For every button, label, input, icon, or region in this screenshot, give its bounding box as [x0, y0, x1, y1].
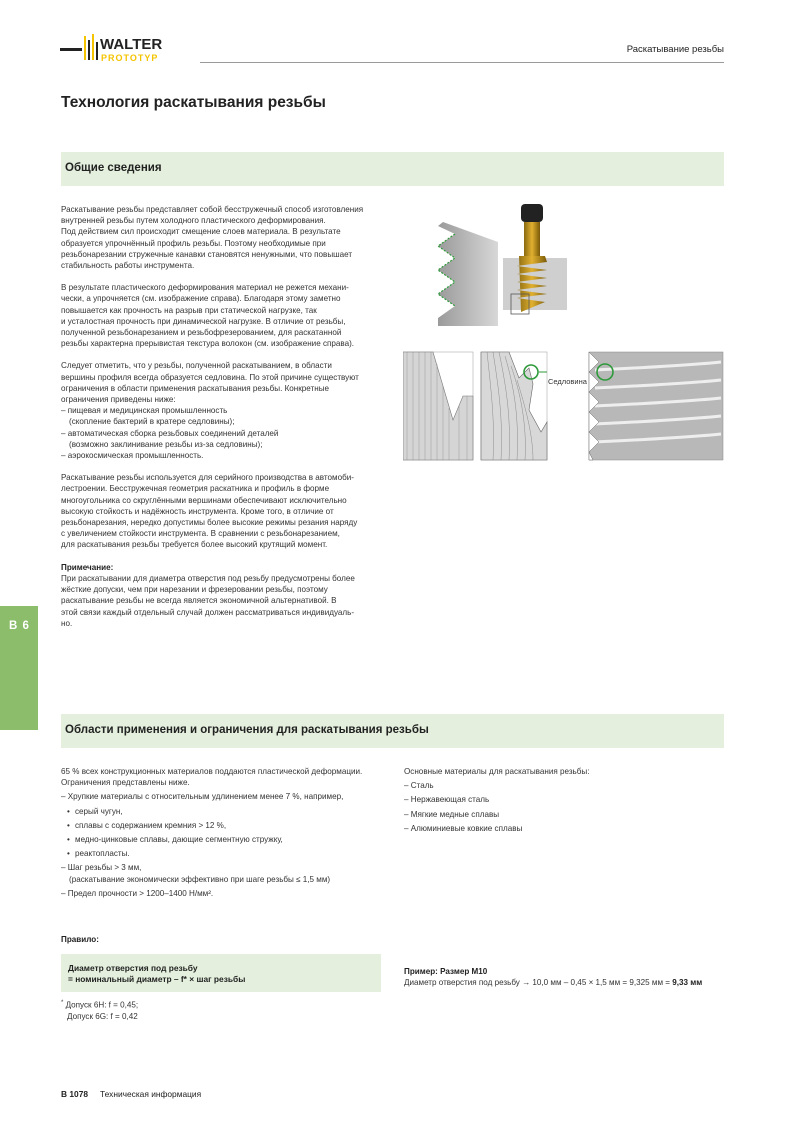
general-paragraph-4: Раскатывание резьбы используется для серийного производства в автомоби- лестроении. Бесстружечная геометрия раскатника и профиль в форме многоугольника со скруглёнными вершинами обеспечивают исключительно высокую стойкость и надёжность инструмента. Кроме того, в отличие от резьбонарезания, нередко допустимы более высокие режимы резания наряду с увеличением стойкости инструмента. В сравнении с резьбонарезанием, для раскатывания резьбы требуется более высокий крутящий момент. — [61, 473, 358, 550]
list-item: – автоматическая сборка резьбовых соединений деталей (возможно заклинивание резьбы из-за седловины); — [61, 428, 279, 449]
note-text: При раскатывании для диаметра отверстия под резьбу предусмотрены более жёсткие допуски, чем при нарезании и фрезеровании резьбы, поэтому раскатывание резьбы не всегда является экономичной альтернативой. В этой связи каждый отдельный случай должен рассматриваться индивидуаль- но. — [61, 573, 355, 628]
chapter-tab: B 6 — [0, 606, 38, 730]
page-title: Технология раскатывания резьбы — [61, 94, 326, 111]
list-item: – Нержавеющая сталь — [404, 795, 490, 805]
general-paragraph-2: В результате пластического деформирования материал не режется механи- чески, а упрочняется (см. изображение справа). Благодаря этому заметно повышается как прочность на разрыв при статической нагрузке, так и усталостная прочность при динамической нагрузке. В отличие от резьбы, полученной резьбонарезанием и резьбофрезерованием, для раскатанной резьбы характерна прерывистая текстура волокон (см. изображение справа). — [61, 283, 355, 349]
general-paragraph-3: Следует отметить, что у резьбы, полученной раскатыванием, в области вершины профиля всегда образуется седловина. По этой причине существуют ограничения в области применения раскатывания резьбы. Конкретные ограничения приведены ниже: — [61, 361, 359, 405]
list-item: • серый чугун, — [61, 806, 383, 817]
list-item: – аэрокосмическая промышленность. — [61, 451, 204, 461]
header-rule — [200, 62, 724, 63]
formula-line-1: Диаметр отверстия под резьбу — [68, 963, 198, 973]
limits-list — [61, 405, 383, 461]
logo-sub-text: PROTOTYP — [101, 53, 159, 63]
list-item: – пищевая и медицинская промышленность (скопление бактерий в кратере седловины); — [61, 406, 235, 427]
example-title: Пример: Размер M10 — [404, 967, 488, 976]
general-text-column — [61, 204, 383, 629]
forming-tap-illustration — [403, 202, 569, 326]
example-text: Диаметр отверстия под резьбу → 10,0 мм – 0,45 × 1,5 мм = 9,325 мм = 9,33 мм — [404, 978, 703, 988]
list-item: – Сталь — [404, 781, 434, 791]
section-title-general: Общие сведения — [65, 162, 162, 174]
general-paragraph-1: Раскатывание резьбы представляет собой бесстружечный способ изготовления внутренней резьбы путем холодного пластического деформирования. Под действием сил происходит смещение слоев материала. В результате образуется упрочнённый профиль резьбы. Поэтому необходимые при резьбонарезании стружечные канавки становятся ненужными, что повышает стабильность работы инструмента. — [61, 205, 364, 271]
list-item: – Мягкие медные сплавы — [404, 809, 500, 819]
header-section-title: Раскатывание резьбы — [626, 44, 724, 55]
fiber-texture-comparison — [403, 350, 725, 462]
list-item: • реактопласты. — [61, 848, 383, 859]
footer — [61, 1089, 201, 1099]
list-item: – Алюминиевые ковкие сплавы — [404, 823, 523, 833]
list-item: • медно-цинковые сплавы, дающие сегментную стружку, — [61, 834, 383, 845]
page-number: B 1078 — [61, 1089, 89, 1099]
tolerance-footnote: * Допуск 6H: f = 0,45; Допуск 6G: f = 0,42 — [61, 1000, 139, 1021]
footer-title: Техническая информация — [100, 1089, 202, 1099]
formula-box — [61, 954, 381, 992]
formula-line-2: = номинальный диаметр – f* × шаг резьбы — [68, 974, 246, 984]
applications-right-column: Основные материалы для раскатывания резьбы: – Сталь – Нержавеющая сталь – Мягкие медные сплавы – Алюминиевые ковкие сплавы — [404, 766, 724, 834]
list-item: • сплавы с содержанием кремния > 12 %, — [61, 820, 383, 831]
section-band-applications — [61, 714, 724, 748]
section-title-applications: Области применения и ограничения для раскатывания резьбы — [65, 724, 429, 736]
note-title: Примечание: — [61, 562, 114, 572]
section-band-general — [61, 152, 724, 186]
example-block — [404, 966, 734, 988]
logo-main-text: WALTER — [100, 36, 163, 53]
applications-left-column: 65 % всех конструкционных материалов поддаются пластической деформации. Ограничения представлены ниже. – Хрупкие материалы с относительным удлинением менее 7 %, например, • серый чугун, • сплавы с содержанием кремния > 12 %, • медно-цинковые сплавы, дающие сегментную стружку, • реактопласты. – Шаг резьбы > 3 мм, (раскатывание экономически эффективно при шаге резьбы ≤ 1,5 мм) – Предел прочности > 1200–1400 Н/мм². — [61, 766, 383, 899]
walter-prototyp-logo — [60, 34, 200, 68]
rule-label: Правило: — [61, 935, 99, 944]
saddle-caption: Седловина — [548, 377, 587, 386]
